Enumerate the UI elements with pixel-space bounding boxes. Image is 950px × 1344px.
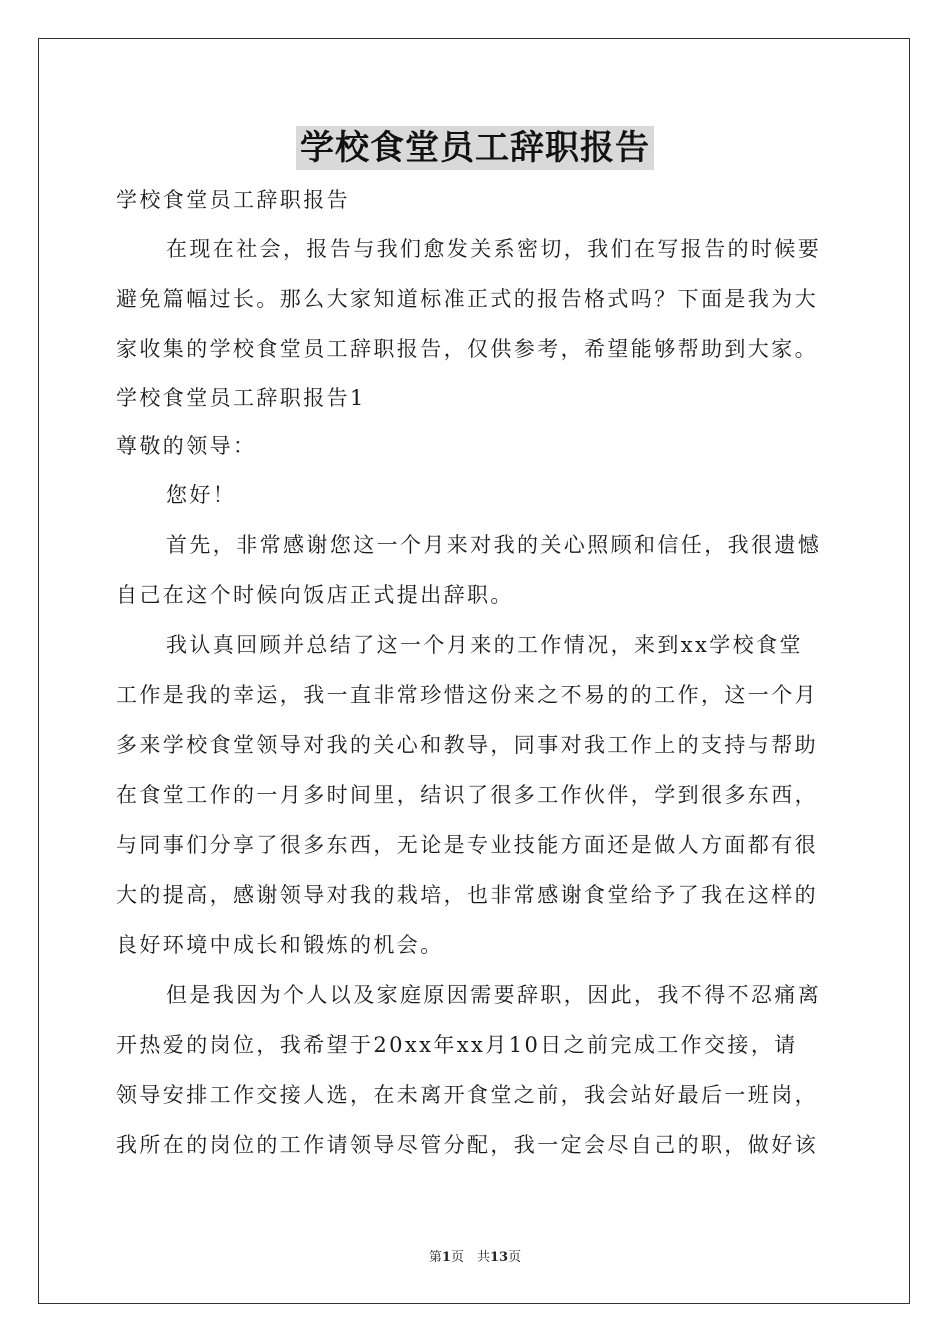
paragraph-line: 在食堂工作的一月多时间里，结识了很多工作伙伴，学到很多东西，: [116, 783, 818, 807]
paragraph-line: 多来学校食堂领导对我的关心和教导，同事对我工作上的支持与帮助: [116, 733, 818, 757]
paragraph-line: 我认真回顾并总结了这一个月来的工作情况，来到xx学校食堂: [166, 633, 803, 657]
footer-suffix: 页: [508, 1250, 522, 1265]
paragraph-line: 自己在这个时候向饭店正式提出辞职。: [116, 583, 514, 607]
total-page-count: 13: [489, 1250, 509, 1265]
paragraph-line: 在现在社会，报告与我们愈发关系密切，我们在写报告的时候要: [166, 237, 822, 261]
paragraph-line: 大的提高，感谢领导对我的栽培，也非常感谢食堂给予了我在这样的: [116, 883, 818, 907]
page-footer: [0, 1246, 950, 1265]
footer-middle: 页 共: [450, 1250, 490, 1265]
paragraph-line: 领导安排工作交接人选，在未离开食堂之前，我会站好最后一班岗，: [116, 1083, 818, 1107]
paragraph-line: 工作是我的幸运，我一直非常珍惜这份来之不易的的工作，这一个月: [116, 683, 818, 707]
paragraph-line: 与同事们分享了很多东西，无论是专业技能方面还是做人方面都有很: [116, 833, 818, 857]
current-page-number: 1: [441, 1250, 451, 1265]
paragraph-line: 避免篇幅过长。那么大家知道标准正式的报告格式吗？下面是我为大: [116, 287, 818, 311]
paragraph-line: 良好环境中成长和锻炼的机会。: [116, 933, 444, 957]
subtitle-line: 学校食堂员工辞职报告: [116, 188, 350, 212]
paragraph-line: 但是我因为个人以及家庭原因需要辞职，因此，我不得不忍痛离: [166, 983, 822, 1007]
document-body: [116, 176, 836, 1170]
greeting: 您好！: [166, 483, 237, 507]
title-container: [0, 126, 950, 170]
document-title: 学校食堂员工辞职报告: [296, 126, 654, 170]
paragraph-line: 首先，非常感谢您这一个月来对我的关心照顾和信任，我很遗憾: [166, 533, 822, 557]
paragraph-line: 开热爱的岗位，我希望于20xx年xx月10日之前完成工作交接，请: [116, 1033, 798, 1057]
salutation: 尊敬的领导：: [116, 434, 257, 458]
paragraph-line: 家收集的学校食堂员工辞职报告，仅供参考，希望能够帮助到大家。: [116, 337, 818, 361]
footer-prefix: 第: [428, 1250, 442, 1265]
paragraph-line: 我所在的岗位的工作请领导尽管分配，我一定会尽自己的职，做好该: [116, 1133, 818, 1157]
section-heading: 学校食堂员工辞职报告1: [116, 386, 366, 410]
